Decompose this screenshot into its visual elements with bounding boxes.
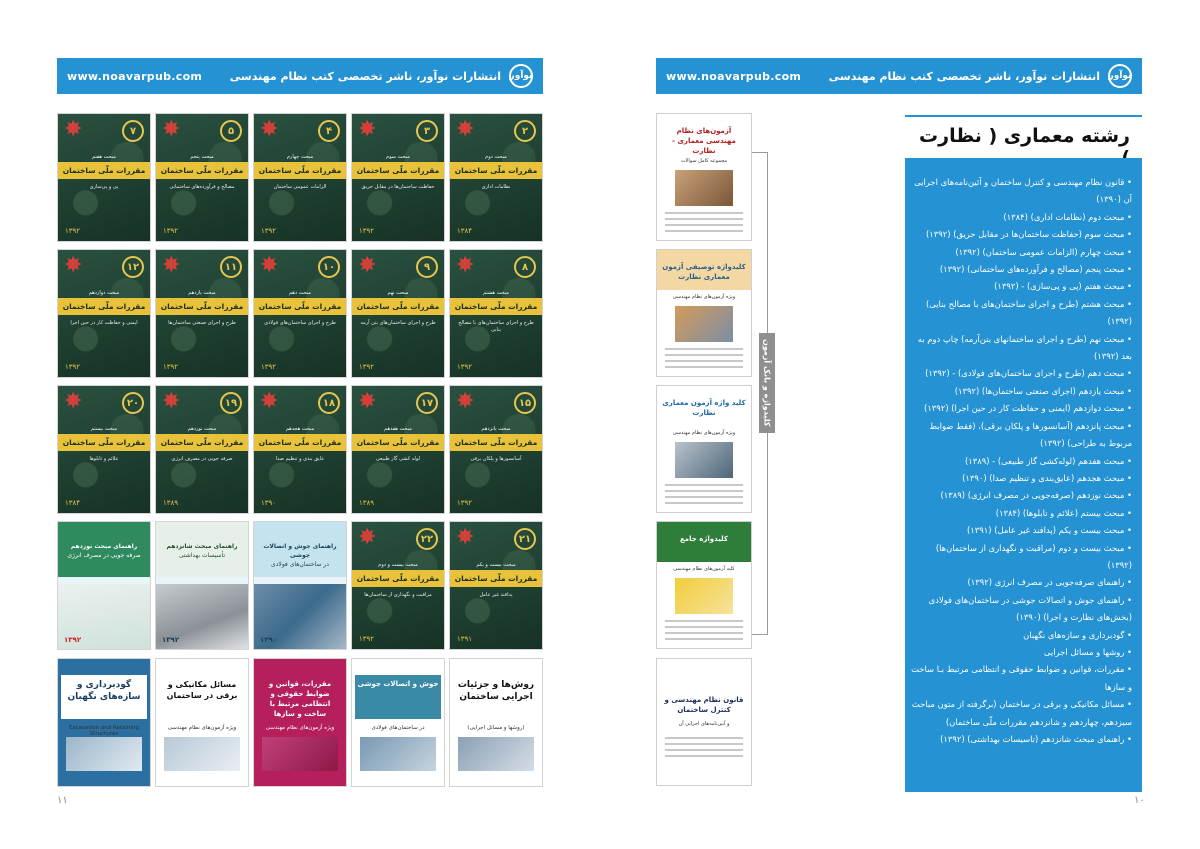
part-label: مبحث دوم xyxy=(485,154,507,160)
logo: نوآور xyxy=(509,64,533,88)
thumb-illustration xyxy=(675,170,733,206)
list-item: • مبحث هجدهم (عایق‌بندی و تنظیم صدا) (۱۳۹۰) xyxy=(911,470,1132,487)
edition-year: ۱۳۹۲ xyxy=(65,363,81,371)
code-book-cover[interactable] xyxy=(253,113,347,242)
part-label: مبحث چهارم xyxy=(286,154,314,160)
book-subtitle: Excavation and Retaining Structures xyxy=(68,725,140,737)
thumb-subtitle: ویژه آزمون‌های نظام مهندسی xyxy=(672,430,736,436)
guide-title xyxy=(62,542,146,560)
thumb-title: کلیدواژه توصیفی آزمون معماری نظارت xyxy=(662,263,746,281)
list-item: • مبحث سوم (حفاظت ساختمان‌ها در مقابل حریق) (۱۳۹۲) xyxy=(911,226,1132,243)
code-title: مقررات ملّی ساختمان xyxy=(58,434,150,451)
code-book-cover[interactable] xyxy=(155,249,249,378)
guide-book-cover[interactable] xyxy=(253,521,347,650)
thumb-header xyxy=(657,659,751,699)
reference-book-cover[interactable] xyxy=(57,658,151,787)
rosette-icon: ✸ xyxy=(358,389,377,414)
reference-book-cover[interactable] xyxy=(449,658,543,787)
guide-title-sub: صرفه جویی در مصرف انرژی xyxy=(67,552,141,559)
thumb-illustration xyxy=(675,578,733,614)
guide-title-sub: در ساختمان‌های فولادی xyxy=(271,561,329,568)
code-book-cover[interactable] xyxy=(351,249,445,378)
edition-year: ۱۳۹۱ xyxy=(457,635,473,643)
rosette-icon: ✸ xyxy=(456,253,475,278)
list-item: • مسائل مکانیکی و برقی در ساختمان (برگرفته از متون مباحث سیزدهم، چهاردهم و شانزدهم مقررات ملّی ساختمان) xyxy=(911,696,1132,731)
part-number: ۱۸ xyxy=(318,392,340,414)
cover-illustration xyxy=(360,737,436,771)
publisher-tagline-right-text xyxy=(829,64,1132,88)
rosette-icon: ✸ xyxy=(358,253,377,278)
part-number: ۴ xyxy=(318,120,340,142)
thumb-illustration xyxy=(675,442,733,478)
part-label: مبحث هجدهم xyxy=(285,426,315,432)
list-item: • مقررات، قوانین و ضوابط حقوقی و انتظامی مرتبط بـا ساخت و سازها xyxy=(911,661,1132,696)
code-title: مقررات ملّی ساختمان xyxy=(352,434,444,451)
thumb-text-lines xyxy=(665,737,743,761)
list-item: • راهنمای جوش و اتصالات جوشی در ساختمان‌های فولادی (بخش‌های نظارت و اجرا) (۱۳۹۰) xyxy=(911,592,1132,627)
cover-illustration xyxy=(458,737,534,771)
thumb-title: کلید واژه آزمون معماری نظارت xyxy=(662,399,746,417)
part-subtitle: پی و پی‌سازی xyxy=(89,184,119,190)
group-side-label: کلیدواژه و بانک آزمون xyxy=(759,333,775,433)
part-number: ۱۷ xyxy=(416,392,438,414)
book-list xyxy=(911,174,1132,748)
part-label: مبحث بیستم xyxy=(90,426,118,432)
rosette-icon: ✸ xyxy=(358,117,377,142)
part-number: ۸ xyxy=(514,256,536,278)
code-title: مقررات ملّی ساختمان xyxy=(254,162,346,179)
part-label: مبحث هفتم xyxy=(92,154,116,160)
part-subtitle: پدافند غیر عامل xyxy=(479,592,513,598)
part-subtitle: آسانسورها و پلکان برقی xyxy=(470,456,522,462)
thumb-subtitle: کلیه آزمون‌های نظام مهندسی xyxy=(673,566,735,572)
part-subtitle: لوله کشی گاز طبیعی xyxy=(376,456,420,462)
thumb-illustration xyxy=(675,306,733,342)
part-number: ۳ xyxy=(416,120,438,142)
part-subtitle: طرح و اجرای صنعتی ساختمان‌ها xyxy=(168,320,236,326)
book-list-panel xyxy=(905,158,1142,792)
rosette-icon: ✸ xyxy=(162,389,181,414)
part-number: ۱۵ xyxy=(514,392,536,414)
guide-title-main: راهنمای مبحث شانزدهم xyxy=(166,543,238,550)
code-title: مقررات ملّی ساختمان xyxy=(352,570,444,587)
edition-year: ۱۳۹۲ xyxy=(163,363,179,371)
list-item: • مبحث نوزدهم (صرفه‌جویی در مصرف انرژی) (۱۳۸۹) xyxy=(911,487,1132,504)
rosette-icon: ✸ xyxy=(64,117,83,142)
list-item: • مبحث دوم (نظامات اداری) (۱۳۸۴) xyxy=(911,209,1132,226)
list-item: • مبحث دوازدهم (ایمنی و حفاظت کار در حین اجرا) (۱۳۹۲) xyxy=(911,400,1132,417)
rosette-icon: ✸ xyxy=(162,117,181,142)
code-title: مقررات ملّی ساختمان xyxy=(58,162,150,179)
part-subtitle: نظامات اداری xyxy=(481,184,511,190)
part-subtitle: طرح و اجرای ساختمان‌های با مصالح بنایی xyxy=(458,320,534,333)
list-item: • مبحث بیستم (علائم و تابلوها) (۱۳۸۴) xyxy=(911,505,1132,522)
list-item: • راهنمای مبحث شانزدهم (تاسیسات بهداشتی) (۱۳۹۲) xyxy=(911,731,1132,748)
code-book-cover[interactable] xyxy=(57,385,151,514)
guide-title-main: راهنمای جوش و اتصالات جوشی xyxy=(263,543,337,559)
code-title: مقررات ملّی ساختمان xyxy=(352,162,444,179)
rosette-icon: ✸ xyxy=(260,117,279,142)
part-label: مبحث هشتم xyxy=(483,290,509,296)
rosette-icon: ✸ xyxy=(456,117,475,142)
rosette-icon: ✸ xyxy=(456,389,475,414)
part-number: ۱۰ xyxy=(318,256,340,278)
rosette-icon: ✸ xyxy=(64,389,83,414)
code-book-cover[interactable] xyxy=(449,249,543,378)
code-book-cover[interactable] xyxy=(351,521,445,650)
part-label: مبحث پنجم xyxy=(190,154,214,160)
exam-book-thumb[interactable] xyxy=(656,249,752,377)
list-item: • مبحث هفدهم (لوله‌کشی گاز طبیعی) - (۱۳۸۹) xyxy=(911,453,1132,470)
edition-year: ۱۳۹۲ xyxy=(261,227,277,235)
logo-right: نوآور xyxy=(1108,64,1132,88)
thumb-text-lines xyxy=(665,212,743,236)
part-label: مبحث هفدهم xyxy=(384,426,412,432)
rosette-icon: ✸ xyxy=(358,525,377,550)
edition-year: ۱۳۹۰ xyxy=(261,499,277,507)
code-title: مقررات ملّی ساختمان xyxy=(450,434,542,451)
left-page-number: ۱۱ xyxy=(57,795,68,806)
code-title: مقررات ملّی ساختمان xyxy=(450,298,542,315)
book-subtitle: ویژه آزمون‌های نظام مهندسی xyxy=(265,725,335,731)
book-subtitle: در ساختمان‌های فولادی xyxy=(371,725,425,731)
left-page-header xyxy=(57,58,543,94)
book-covers-grid xyxy=(57,113,543,788)
thumb-title: آزمون‌های نظام مهندسی معماری - نظارت xyxy=(672,127,736,155)
code-book-cover[interactable] xyxy=(57,249,151,378)
thumb-text-lines xyxy=(665,484,743,508)
edition-year: ۱۳۹۲ xyxy=(162,636,180,644)
code-book-cover[interactable] xyxy=(155,113,249,242)
edition-year: ۱۳۸۴ xyxy=(457,227,473,235)
publisher-name-right: انتشارات نوآور، ناشر تخصصی کتب نظام مهندسی xyxy=(828,69,1100,83)
exam-book-thumb[interactable] xyxy=(656,521,752,649)
part-subtitle: علائم و تابلوها xyxy=(89,456,119,462)
part-subtitle: طرح و اجرای ساختمان‌های بتن آرمه xyxy=(360,320,436,326)
guide-book-cover[interactable] xyxy=(57,521,151,650)
edition-year: ۱۳۹۲ xyxy=(457,499,473,507)
book-title: روش‌ها و جزئیات اجرایی ساختمان xyxy=(457,680,535,702)
book-subtitle: ویژه آزمون‌های نظام مهندسی xyxy=(167,725,237,731)
part-number: ۲ xyxy=(514,120,536,142)
part-subtitle: عایق بندی و تنظیم صدا xyxy=(275,456,325,462)
thumb-subtitle: مجموعه کامل سوالات xyxy=(680,158,728,164)
list-item: • مبحث دهم (طرح و اجرای ساختمان‌های فولادی) - (۱۳۹۲) xyxy=(911,365,1132,382)
exam-book-thumb[interactable] xyxy=(656,385,752,513)
section-title-box xyxy=(905,115,1142,157)
part-label: مبحث نهم xyxy=(387,290,409,296)
thumb-text-lines xyxy=(665,620,743,644)
right-page-header-content xyxy=(656,58,1142,94)
part-number: ۲۱ xyxy=(514,528,536,550)
thumb-subtitle: و آیین‌نامه‌های اجرایی آن xyxy=(678,721,730,727)
code-book-cover[interactable] xyxy=(155,385,249,514)
part-label: مبحث پانزدهم xyxy=(481,426,511,432)
book-subtitle: (روشها و مسائل اجرایی) xyxy=(467,725,525,731)
cover-illustration xyxy=(262,737,338,771)
rosette-icon: ✸ xyxy=(64,253,83,278)
list-item: • مبحث بیست و یکم (پدافند غیر عامل) (۱۳۹۱) xyxy=(911,522,1132,539)
edition-year: ۱۳۹۲ xyxy=(64,636,82,644)
code-book-cover[interactable] xyxy=(449,385,543,514)
list-item: • مبحث هفتم (پی و پی‌سازی) - (۱۳۹۲) xyxy=(911,278,1132,295)
list-item: • روشها و مسائل اجرایی xyxy=(911,644,1132,661)
publisher-tagline xyxy=(230,64,533,88)
code-title: مقررات ملّی ساختمان xyxy=(254,298,346,315)
right-page-number: ۱۰ xyxy=(1134,795,1145,806)
part-number: ۲۲ xyxy=(416,528,438,550)
book-title: گودبرداری و سازه‌های نگهبان xyxy=(67,680,141,702)
list-item: • مبحث پانزدهم (آسانسورها و پلکان برقی)، (فقط ضوابط مربوط به طراحی) (۱۳۹۲) xyxy=(911,418,1132,453)
list-item: • مبحث بیست و دوم (مراقبت و نگهداری از ساختمان‌ها) (۱۳۹۲) xyxy=(911,540,1132,575)
edition-year: ۱۳۹۲ xyxy=(359,635,375,643)
book-title: جوش و اتصالات جوشی xyxy=(357,680,439,688)
code-title: مقررات ملّی ساختمان xyxy=(254,434,346,451)
reference-book-cover[interactable] xyxy=(155,658,249,787)
guide-title-main: راهنمای مبحث نوزدهم xyxy=(70,543,138,550)
code-title: مقررات ملّی ساختمان xyxy=(156,434,248,451)
thumb-text-lines xyxy=(665,348,743,372)
edition-year: ۱۳۹۲ xyxy=(359,363,375,371)
part-label: مبحث بیست و دوم xyxy=(378,562,418,568)
edition-year: ۱۳۸۴ xyxy=(65,499,81,507)
list-item: • مبحث هشتم (طرح و اجرای ساختمان‌های با مصالح بنایی) (۱۳۹۲) xyxy=(911,296,1132,331)
part-subtitle: ایمنی و حفاظت کار در حین اجرا xyxy=(70,320,138,326)
publisher-url[interactable]: www.noavarpub.com xyxy=(67,69,203,83)
code-book-cover[interactable] xyxy=(351,385,445,514)
edition-year: ۱۳۹۰ xyxy=(260,636,278,644)
edition-year: ۱۳۹۲ xyxy=(261,363,277,371)
book-title: مسائل مکانیکی و برقی در ساختمان xyxy=(166,680,238,700)
code-book-cover[interactable] xyxy=(351,113,445,242)
part-subtitle: الزامات عمومی ساختمان xyxy=(273,184,327,190)
edition-year: ۱۳۸۹ xyxy=(359,499,375,507)
publisher-url-right[interactable]: www.noavarpub.com xyxy=(666,69,802,83)
code-book-cover[interactable] xyxy=(57,113,151,242)
cover-illustration xyxy=(66,737,142,771)
exam-book-thumb[interactable] xyxy=(656,113,752,241)
part-subtitle: صرفه جویی در مصرف انرژی xyxy=(171,456,233,462)
list-item: • راهنمای صرفه‌جویی در مصرف انرژی (۱۳۹۲) xyxy=(911,574,1132,591)
part-label: مبحث نوزدهم xyxy=(187,426,217,432)
edition-year: ۱۳۹۲ xyxy=(457,363,473,371)
code-title: مقررات ملّی ساختمان xyxy=(450,162,542,179)
part-subtitle: مراقبت و نگهداری از ساختمان‌ها xyxy=(364,592,432,598)
code-book-cover[interactable] xyxy=(449,521,543,650)
code-book-cover[interactable] xyxy=(449,113,543,242)
edition-year: ۱۳۸۹ xyxy=(163,499,179,507)
part-label: مبحث دهم xyxy=(288,290,312,296)
thumb-subtitle: ویژه آزمون‌های نظام مهندسی xyxy=(672,294,736,300)
reference-book-cover[interactable] xyxy=(351,658,445,787)
reference-book-cover[interactable] xyxy=(253,658,347,787)
guide-book-cover[interactable] xyxy=(155,521,249,650)
exam-book-thumb[interactable] xyxy=(656,658,752,786)
part-label: مبحث یازدهم xyxy=(188,290,216,296)
part-label: مبحث دوازدهم xyxy=(88,290,120,296)
code-title: مقررات ملّی ساختمان xyxy=(450,570,542,587)
code-title: مقررات ملّی ساختمان xyxy=(156,298,248,315)
rosette-icon: ✸ xyxy=(162,253,181,278)
guide-title xyxy=(258,542,342,569)
list-item: • قانون نظام مهندسی و کنترل ساختمان و آئین‌نامه‌های اجرایی آن (۱۳۹۰) xyxy=(911,174,1132,209)
book-title: مقررات، قوانین و ضوابط حقوقی و انتظامی مرتبط با ساخت و سازها xyxy=(268,680,332,718)
edition-year: ۱۳۹۲ xyxy=(65,227,81,235)
part-number: ۱۱ xyxy=(220,256,242,278)
code-title: مقررات ملّی ساختمان xyxy=(156,162,248,179)
part-subtitle: طرح و اجرای ساختمان‌های فولادی xyxy=(264,320,336,326)
code-book-cover[interactable] xyxy=(253,249,347,378)
thumb-title: قانون نظام مهندسی و کنترل ساختمان xyxy=(664,696,744,714)
part-label: مبحث سوم xyxy=(386,154,410,160)
part-number: ۱۹ xyxy=(220,392,242,414)
part-subtitle: مصالح و فرآورده‌های ساختمانی xyxy=(169,184,235,190)
guide-title-sub: تأسیسات بهداشتی xyxy=(178,552,226,559)
list-item: • گودبرداری و سازه‌های نگهبان xyxy=(911,627,1132,644)
rosette-icon: ✸ xyxy=(456,525,475,550)
part-subtitle: حفاظت ساختمان‌ها در مقابل حریق xyxy=(361,184,435,190)
rosette-icon: ✸ xyxy=(260,253,279,278)
part-label: مبحث بیست و یکم xyxy=(476,562,516,568)
part-number: ۱۲ xyxy=(122,256,144,278)
code-title: مقررات ملّی ساختمان xyxy=(58,298,150,315)
cover-illustration xyxy=(164,737,240,771)
list-item: • مبحث نهم (طرح و اجرای ساختمانهای بتن‌آرمه) چاپ دوم به بعد (۱۳۹۲) xyxy=(911,331,1132,366)
rosette-icon: ✸ xyxy=(260,389,279,414)
part-number: ۲۰ xyxy=(122,392,144,414)
part-number: ۹ xyxy=(416,256,438,278)
code-book-cover[interactable] xyxy=(253,385,347,514)
section-title: رشته معماری ( نظارت xyxy=(919,125,1130,147)
edition-year: ۱۳۹۲ xyxy=(163,227,179,235)
publisher-name: انتشارات نوآور، ناشر تخصصی کتب نظام مهندسی xyxy=(229,69,501,83)
part-number: ۵ xyxy=(220,120,242,142)
list-item: • مبحث چهارم (الزامات عمومی ساختمان) (۱۳۹۲) xyxy=(911,244,1132,261)
guide-title xyxy=(160,542,244,560)
list-item: • مبحث یازدهم (اجرای صنعتی ساختمان‌ها) (۱۳۹۲) xyxy=(911,383,1132,400)
part-number: ۷ xyxy=(122,120,144,142)
thumb-title: کلیدواژه جامع xyxy=(680,535,728,543)
list-item: • مبحث پنجم (مصالح و فرآورده‌های ساختمانی) (۱۳۹۲) xyxy=(911,261,1132,278)
edition-year: ۱۳۹۲ xyxy=(359,227,375,235)
code-title: مقررات ملّی ساختمان xyxy=(352,298,444,315)
